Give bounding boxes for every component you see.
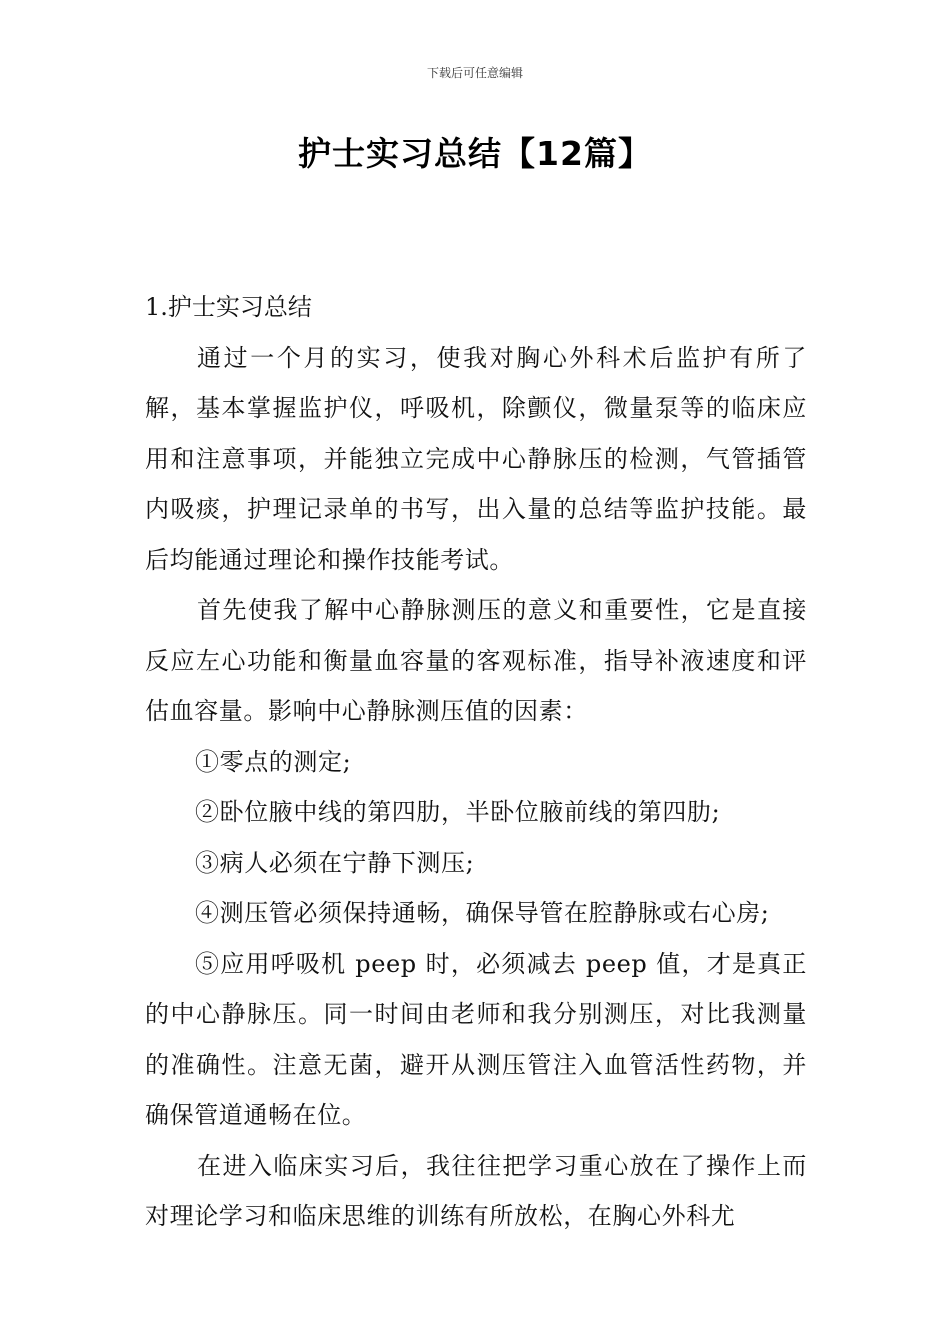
section-heading: 1.护士实习总结 [145, 293, 312, 321]
paragraph-intro: 通过一个月的实习，使我对胸心外科术后监护有所了解，基本掌握监护仪，呼吸机，除颤仪，微量泵等的临床应用和注意事项，并能独立完成中心静脉压的检测，气管插管内吸痰，护理记录单的书写，出入量的总结等监护技能。最 后均能通过理论和操作技能考试。 [145, 343, 807, 574]
factor-item-4: ④测压管必须保持通畅，确保导管在腔静脉或右心房; [195, 899, 770, 927]
header-note: 下载后可任意编辑 [426, 66, 523, 80]
document-title: 护士实习总结【12篇】 [298, 134, 652, 173]
document-body [145, 282, 807, 1242]
factor-item-1: ①零点的测定; [195, 747, 352, 776]
factor-item-2: ②卧位腋中线的第四肋，半卧位腋前线的第四肋; [195, 798, 721, 826]
paragraph-clinical-practice: 在进入临床实习后，我往往把学习重心放在了操作上而对理论学习和临床思维的训练有所放松，在胸心外科尤 [145, 1151, 807, 1230]
factor-item-5: ⑤应用呼吸机 peep 时，必须减去 peep 值，才是真正的中心静脉压。同一时间由老师和我分别测压，对比我测量的准确性。注意无菌，避开从测压管注入血管活性药物，并确保管道通畅在位。 [145, 949, 807, 1129]
factor-item-3: ③病人必须在宁静下测压; [195, 848, 475, 877]
paragraph-cvp-significance: 首先使我了解中心静脉测压的意义和重要性，它是直接反应左心功能和衡量血容量的客观标准，指导补液速度和评估血容量。影响中心静脉测压值的因素： [145, 596, 807, 725]
